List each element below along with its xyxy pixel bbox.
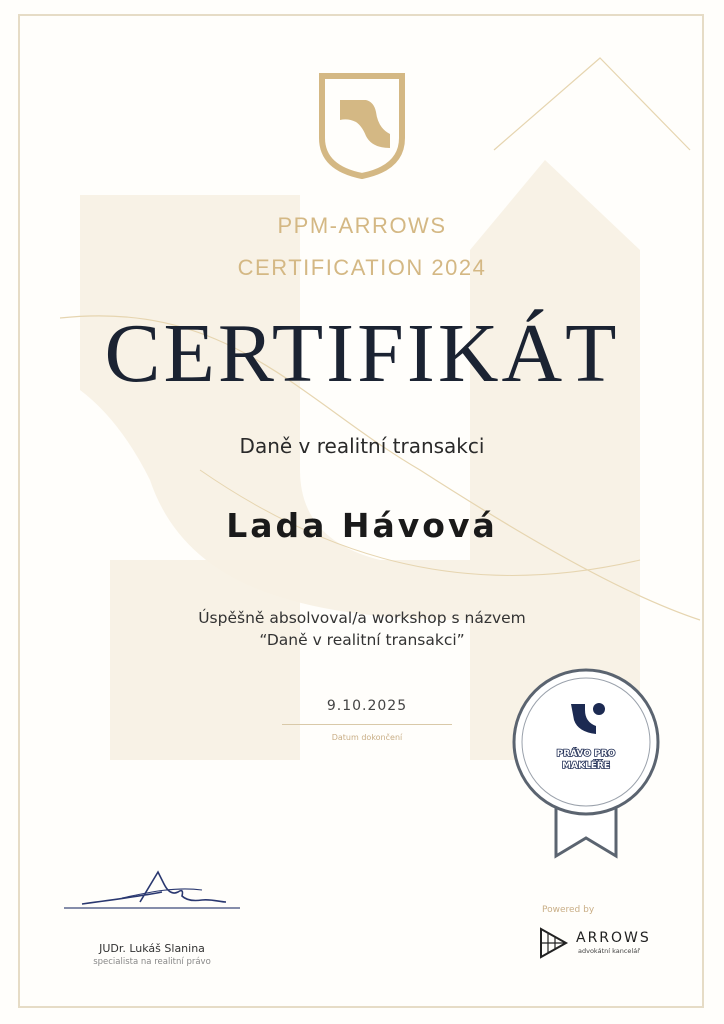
description-line-2: “Daně v realitní transakci” (259, 631, 465, 649)
description-line-1: Úspěšně absolvoval/a workshop s názvem (198, 609, 526, 627)
powered-by-label: Powered by (542, 905, 595, 915)
recipient-name: Lada Hávová (226, 506, 498, 545)
signer-name: JUDr. Lukáš Slanina (99, 942, 205, 955)
shield-logo-icon (318, 72, 406, 180)
arrows-company-subtitle: advokátní kancelář (578, 947, 640, 955)
brand-line-2: CERTIFICATION 2024 (237, 255, 487, 280)
date-underline (282, 724, 452, 725)
pravo-pro-maklere-seal (510, 666, 662, 862)
arrows-logo (538, 924, 668, 964)
brand-line-1: PPM-ARROWS (277, 213, 447, 238)
seal-line-1: PRÁVO PRO (556, 749, 616, 759)
completion-date: 9.10.2025 (326, 698, 408, 714)
signer-block (62, 942, 242, 967)
completion-date-label: Datum dokončení (331, 733, 403, 742)
completion-date-block (282, 698, 452, 742)
signer-role: specialista na realitní právo (93, 957, 211, 967)
course-name: Daně v realitní transakci (239, 434, 485, 458)
seal-line-2: MAKLÉŘE (562, 761, 610, 771)
arrows-company-name: ARROWS (576, 930, 651, 946)
signature-image (62, 866, 242, 926)
certificate-title: CERTIFIKÁT (104, 307, 620, 400)
arrows-logo-icon (538, 926, 570, 960)
